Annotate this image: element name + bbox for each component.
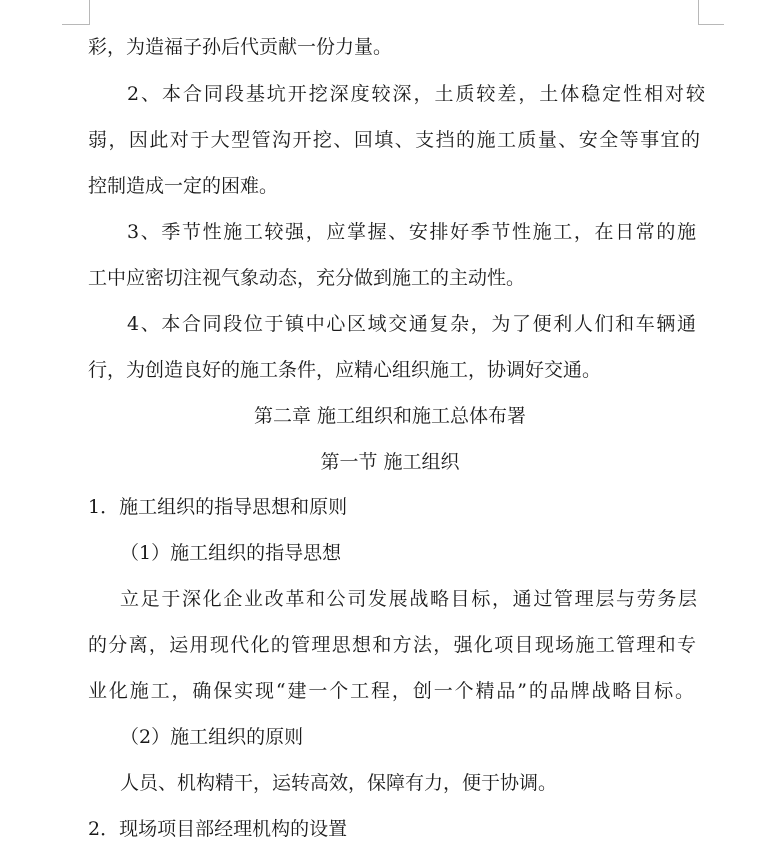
section-heading: 第一节 施工组织 xyxy=(320,451,460,473)
subsection-subheading: （1）施工组织的指导思想 xyxy=(120,542,342,564)
paragraph-line: 3、季节性施工较强，应掌握、安排好季节性施工，在日常的施 xyxy=(127,221,696,243)
subsection-heading: 1．施工组织的指导思想和原则 xyxy=(88,496,348,518)
paragraph-line: 弱，因此对于大型管沟开挖、回填、支挡的施工质量、安全等事宜的 xyxy=(88,129,700,151)
margin-corner-top-right xyxy=(698,0,724,25)
paragraph-line: 彩，为造福子孙后代贡献一份力量。 xyxy=(88,36,393,58)
subsection-heading: 2．现场项目部经理机构的设置 xyxy=(88,818,348,840)
paragraph-line: 控制造成一定的困难。 xyxy=(88,175,279,197)
paragraph-line: 4、本合同段位于镇中心区域交通复杂，为了便利人们和车辆通 xyxy=(127,313,696,335)
paragraph-line: 业化施工，确保实现“建一个工程，创一个精品”的品牌战略目标。 xyxy=(88,680,694,702)
paragraph-line: 2、本合同段基坑开挖深度较深，土质较差，土体稳定性相对较 xyxy=(127,83,705,105)
paragraph-line: 立足于深化企业改革和公司发展战略目标，通过管理层与劳务层 xyxy=(120,588,697,610)
margin-corner-top-left xyxy=(62,0,90,25)
paragraph-line: 行，为创造良好的施工条件，应精心组织施工，协调好交通。 xyxy=(88,359,602,381)
subsection-subheading: （2）施工组织的原则 xyxy=(120,726,304,748)
paragraph-line: 人员、机构精干，运转高效，保障有力，便于协调。 xyxy=(120,772,558,794)
paragraph-line: 工中应密切注视气象动态，充分做到施工的主动性。 xyxy=(88,267,526,289)
paragraph-line: 的分离，运用现代化的管理思想和方法，强化项目现场施工管理和专 xyxy=(88,634,696,656)
chapter-heading: 第二章 施工组织和施工总体布署 xyxy=(253,405,527,427)
